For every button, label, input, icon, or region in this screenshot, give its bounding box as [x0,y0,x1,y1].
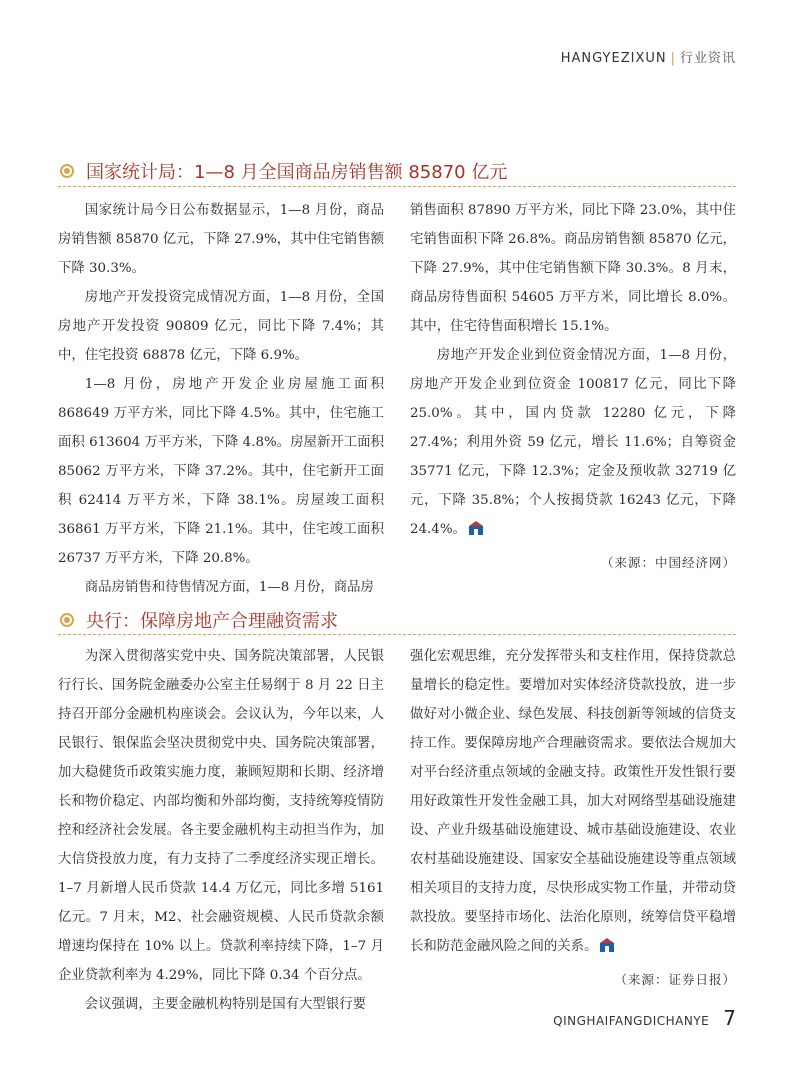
section1-right-column [410,196,736,577]
section1-title [60,158,507,184]
section2-title-text: 央行：保障房地产合理融资需求 [86,611,338,632]
running-header [561,47,736,66]
paragraph: 商品房销售和待售情况方面，1—8 月份，商品房 [84,580,374,595]
page-footer [553,1006,736,1030]
paragraph: 为深入贯彻落实党中央、国务院决策部署，人民银行行长、国务院金融委办公室主任易纲于 8 月 22 日主持召开部分金融机构座谈会。会议认为，今年以来，人民银行、银保监会坚决贯彻党中央、国务院决策部署，加大稳健货币政策实施力度，兼顾短期和长期、经济增长和物价稳定、内部均衡和外部均衡，支持统筹疫情防控和经济社会发展。各主要金融机构主动担当作为，加大信贷投放力度，有力支持了二季度经济实现正增长。1–7 月新增人民币贷款 14.4 万亿元，同比多增 5161 亿元。7 月末，M2、社会融资规模、人民币贷款余额增速均保持在 10% 以上。贷款利率持续下降，1–7 月企业贷款利率为 4.29%，同比下降 0.34 个百分点。 [58,649,384,983]
header-en: HANGYEZIXUN [560,51,667,66]
section1-title-text: 国家统计局：1—8 月全国商品房销售额 85870 亿元 [86,162,508,183]
section1-left-column [58,196,384,602]
section2-source: （来源：证券日报） [614,972,736,987]
paragraph: 1—8 月份，房地产开发企业房屋施工面积 868649 万平方米，同比下降 4.5%。其中，住宅施工面积 613604 万平方米，下降 4.8%。房屋新开工面积 85062 万平方米，下降 37.2%。其中，住宅新开工面积 62414 万平方米，下降 38.1%。房屋竣工面积 36861 万平方米，下降 21.1%。其中，住宅竣工面积 26737 万平方米，下降 20.8%。 [58,377,384,566]
section2-right-column [410,642,736,994]
paragraph-text: 强化宏观思维，充分发挥带头和支柱作用，保持贷款总量增长的稳定性。要增加对实体经济贷款投放，进一步做好对小微企业、绿色发展、科技创新等领域的信贷支持工作。要保障房地产合理融资需求。要依法合规加大对平台经济重点领域的金融支持。政策性开发性银行要用好政策性开发性金融工具，加大对网络型基础设施建设、产业升级基础设施建设、城市基础设施建设、农业农村基础设施建设、国家安全基础设施建设等重点领域相关项目的支持力度，尽快形成实物工作量，并带动贷款投放。要坚持市场化、法治化原则，统筹信贷平稳增长和防范金融风险之间的关系。 [410,649,736,954]
circle-bullet-icon [60,164,74,178]
paragraph: 国家统计局今日公布数据显示，1—8 月份，商品房销售额 85870 亿元，下降 27.9%，其中住宅销售额下降 30.3%。 [58,203,384,276]
header-cn: 行业资讯 [679,51,736,66]
paragraph: 房地产开发投资完成情况方面，1—8 月份，全国房地产开发投资 90809 亿元，同比下降 7.4%；其中，住宅投资 68878 亿元，下降 6.9%。 [58,290,384,363]
section1-source: （来源：中国经济网） [600,555,736,570]
paragraph [410,642,736,961]
paragraph: 会议强调，主要金融机构特别是国有大型银行要 [84,997,366,1012]
section2-title [60,607,338,633]
circle-bullet-icon [60,613,74,627]
house-logo-icon [600,938,614,952]
header-separator: | [670,51,676,66]
section2-divider [58,634,736,635]
page-number: 7 [723,1006,736,1030]
section1-divider [58,186,736,187]
paragraph: 销售面积 87890 万平方米，同比下降 23.0%，其中住宅销售面积下降 26.8%。商品房销售额 85870 亿元，下降 27.9%，其中住宅销售额下降 30.3%。8 月末，商品房待售面积 54605 万平方米，同比增长 8.0%。其中，住宅待售面积增长 15.1%。 [410,203,736,334]
section2-left-column [58,642,384,1019]
magazine-name: QINGHAIFANGDICHANYE [553,1014,710,1028]
house-logo-icon [469,521,483,535]
paragraph-text: 房地产开发企业到位资金情况方面，1—8 月份，房地产开发企业到位资金 100817 亿元，同比下降 25.0%。其中，国内贷款 12280 亿元，下降 27.4%；利用外资 59 亿元，增长 11.6%；自筹资金 35771 亿元，下降 12.3%；定金及预收款 32719 亿元，下降 35.8%；个人按揭贷款 16243 亿元，下降 24.4%。 [410,348,736,537]
paragraph [410,341,736,544]
